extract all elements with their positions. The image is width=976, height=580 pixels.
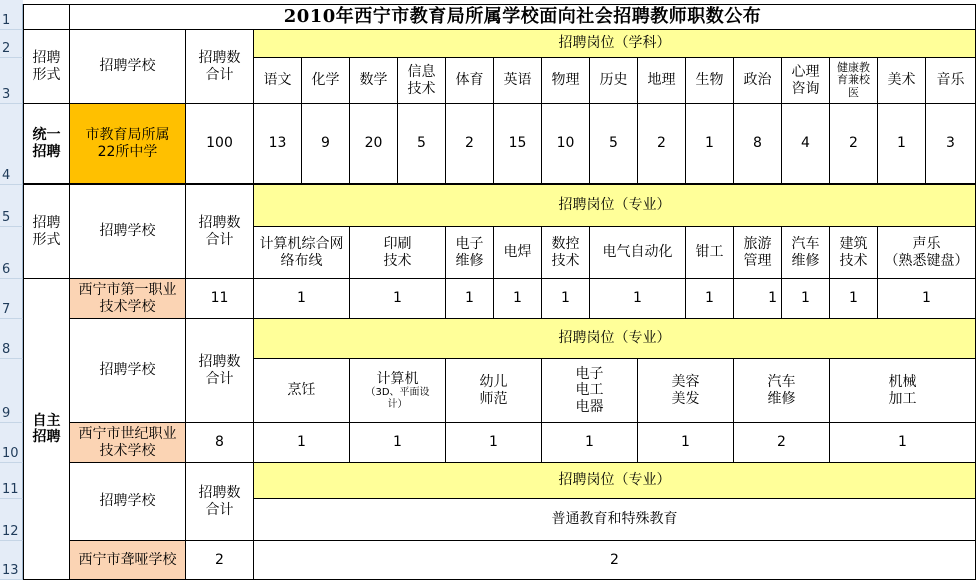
header-school: 招聘学校 (70, 463, 186, 541)
major-label: 机械 加工 (830, 359, 976, 423)
major-label: 普通教育和特殊教育 (254, 499, 976, 541)
major-label: 建筑 技术 (830, 227, 878, 279)
subject-count: 5 (398, 104, 446, 185)
subject-label: 体育 (446, 58, 494, 104)
subject-count: 2 (638, 104, 686, 185)
subject-label: 信息 技术 (398, 58, 446, 104)
header-positions-major: 招聘岗位（专业） (254, 185, 976, 227)
major-label: 数控 技术 (542, 227, 590, 279)
row-header[interactable]: 7 (0, 279, 23, 319)
header-school: 招聘学校 (70, 185, 186, 279)
major-count: 1 (446, 279, 494, 319)
major-count: 1 (638, 423, 734, 463)
major-label: 电焊 (494, 227, 542, 279)
subject-count: 2 (830, 104, 878, 185)
major-count: 1 (350, 279, 446, 319)
row-header[interactable]: 13 (0, 541, 23, 580)
school-name: 市教育局所属 22所中学 (70, 104, 186, 185)
subject-count: 5 (590, 104, 638, 185)
form-unified: 统一 招聘 (24, 104, 70, 185)
major-count: 1 (446, 423, 542, 463)
subject-count: 20 (350, 104, 398, 185)
major-count: 1 (830, 423, 976, 463)
subject-label: 数学 (350, 58, 398, 104)
major-note: （3D、平面设 计） (365, 387, 430, 410)
header-positions-major: 招聘岗位（专业） (254, 463, 976, 499)
subject-label: 心理 咨询 (782, 58, 830, 104)
header-total: 招聘数 合计 (186, 319, 254, 423)
header-form: 招聘 形式 (24, 185, 70, 279)
subject-count: 2 (446, 104, 494, 185)
major-label: 汽车 维修 (734, 359, 830, 423)
major-count: 1 (542, 423, 638, 463)
major-count: 1 (734, 279, 782, 319)
subject-label: 音乐 (926, 58, 976, 104)
major-label: 计算机 (376, 370, 419, 387)
subject-label: 美术 (878, 58, 926, 104)
header-positions-major: 招聘岗位（专业） (254, 319, 976, 359)
subject-label: 健康教育兼校医 (830, 58, 878, 104)
major-label: 美容 美发 (638, 359, 734, 423)
major-label: 电子 电工 电器 (542, 359, 638, 423)
major-count: 2 (254, 541, 976, 580)
subject-label: 政治 (734, 58, 782, 104)
total-count: 2 (186, 541, 254, 580)
major-label-computer (350, 359, 446, 423)
form-self: 自主 招聘 (24, 279, 70, 580)
header-form: 招聘 形式 (24, 30, 70, 104)
row-header[interactable]: 11 (0, 463, 23, 499)
major-label: 旅游 管理 (734, 227, 782, 279)
subject-label: 生物 (686, 58, 734, 104)
header-positions-subject: 招聘岗位（学科） (254, 30, 976, 58)
subject-count: 13 (254, 104, 302, 185)
row-header[interactable]: 5 (0, 185, 23, 227)
total-count: 8 (186, 423, 254, 463)
subject-count: 9 (302, 104, 350, 185)
subject-count: 1 (878, 104, 926, 185)
subject-label: 历史 (590, 58, 638, 104)
school-name: 西宁市聋哑学校 (70, 541, 186, 580)
row-header[interactable]: 2 (0, 30, 23, 58)
row-header[interactable]: 6 (0, 227, 23, 279)
major-label: 烹饪 (254, 359, 350, 423)
major-label: 计算机综合网 络布线 (254, 227, 350, 279)
subject-count: 3 (926, 104, 976, 185)
total-count: 11 (186, 279, 254, 319)
subject-label: 化学 (302, 58, 350, 104)
total-count: 100 (186, 104, 254, 185)
header-total: 招聘数 合计 (186, 463, 254, 541)
subject-label: 语文 (254, 58, 302, 104)
major-label: 幼儿 师范 (446, 359, 542, 423)
major-count: 1 (542, 279, 590, 319)
row-header[interactable]: 4 (0, 104, 23, 185)
major-count: 1 (254, 423, 350, 463)
subject-count: 15 (494, 104, 542, 185)
major-label: 钳工 (686, 227, 734, 279)
subject-label: 物理 (542, 58, 590, 104)
school-name: 西宁市第一职业 技术学校 (70, 279, 186, 319)
subject-count: 10 (542, 104, 590, 185)
subject-count: 4 (782, 104, 830, 185)
major-label: 声乐 （熟悉键盘） (878, 227, 976, 279)
major-count: 1 (878, 279, 976, 319)
header-school: 招聘学校 (70, 319, 186, 423)
major-count: 1 (254, 279, 350, 319)
major-count: 1 (782, 279, 830, 319)
major-label: 电气自动化 (590, 227, 686, 279)
major-count: 1 (590, 279, 686, 319)
row-header[interactable]: 8 (0, 319, 23, 359)
header-school: 招聘学校 (70, 30, 186, 104)
subject-count: 8 (734, 104, 782, 185)
row-header[interactable]: 1 (0, 4, 23, 30)
empty-cell[interactable] (24, 5, 70, 30)
major-label: 电子 维修 (446, 227, 494, 279)
major-label: 印刷 技术 (350, 227, 446, 279)
sheet-title: 2010年西宁市教育局所属学校面向社会招聘教师职数公布 (70, 5, 976, 30)
header-total: 招聘数 合计 (186, 185, 254, 279)
subject-label: 地理 (638, 58, 686, 104)
major-count: 1 (830, 279, 878, 319)
row-header[interactable]: 10 (0, 423, 23, 463)
subject-label: 英语 (494, 58, 542, 104)
major-count: 1 (494, 279, 542, 319)
subject-count: 1 (686, 104, 734, 185)
header-total: 招聘数 合计 (186, 30, 254, 104)
major-count: 1 (350, 423, 446, 463)
major-label: 汽车 维修 (782, 227, 830, 279)
row-header[interactable]: 12 (0, 499, 23, 541)
major-count: 1 (686, 279, 734, 319)
school-name: 西宁市世纪职业 技术学校 (70, 423, 186, 463)
major-count: 2 (734, 423, 830, 463)
row-header[interactable]: 3 (0, 58, 23, 104)
row-header[interactable]: 9 (0, 359, 23, 423)
